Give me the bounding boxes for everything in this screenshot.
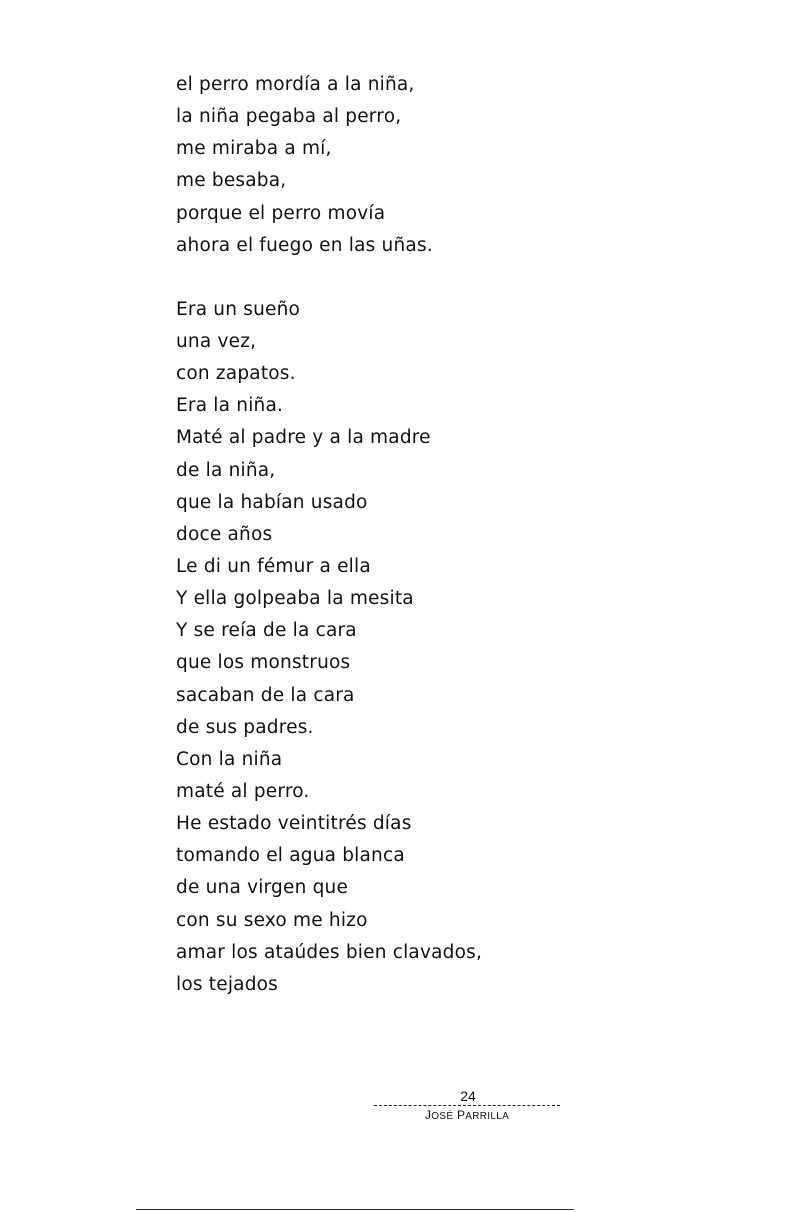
poem-line: Con la niña — [176, 748, 283, 770]
poem-line: me miraba a mí, — [176, 138, 332, 160]
poem-line: maté al perro. — [176, 780, 310, 802]
page-footer — [374, 1088, 560, 1124]
poem-line: me besaba, — [176, 170, 287, 192]
poem-line: de una virgen que — [176, 877, 349, 899]
poem-line: tomando el agua blanca — [176, 845, 405, 867]
poem-line: Maté al padre y a la madre — [176, 427, 431, 449]
poem-line: doce años — [176, 523, 273, 545]
poem-line: con su sexo me hizo — [176, 909, 368, 931]
poem-line: de la niña, — [176, 459, 276, 481]
poem-line: Era la niña. — [176, 395, 284, 417]
poem-line: Y ella golpeaba la mesita — [176, 588, 414, 610]
footer-dashed-rule — [374, 1105, 560, 1106]
author-first-initial: J — [424, 1108, 432, 1122]
poem-line: Y se reía de la cara — [176, 620, 357, 642]
poem-line: con zapatos. — [176, 363, 296, 385]
author-last-rest: ARRILLA — [465, 1111, 510, 1122]
poem-line: sacaban de la cara — [176, 684, 355, 706]
author-last-initial: P — [456, 1108, 466, 1122]
poem-line: una vez, — [176, 330, 257, 352]
author-first-rest: OSÉ — [431, 1111, 454, 1122]
stanza-2 — [176, 294, 736, 1001]
author-name — [374, 1108, 560, 1124]
poem-line: que los monstruos — [176, 652, 351, 674]
poem-line: Era un sueño — [176, 298, 301, 320]
poem-line: ahora el fuego en las uñas. — [176, 234, 433, 256]
page-number: 24 — [460, 1088, 476, 1104]
poem-line: de sus padres. — [176, 716, 314, 738]
poem — [176, 69, 736, 1001]
poem-line: Le di un fémur a ella — [176, 555, 371, 577]
poem-line: amar los ataúdes bien clavados, — [176, 941, 483, 963]
bottom-rule — [136, 1209, 574, 1210]
poem-line: la niña pegaba al perro, — [176, 106, 402, 128]
poem-line: el perro mordía a la niña, — [176, 74, 415, 95]
poem-line: los tejados — [176, 973, 278, 995]
poem-line: que la habían usado — [176, 491, 368, 513]
stanza-1 — [176, 69, 736, 262]
poem-line: porque el perro movía — [176, 202, 386, 224]
poem-line: He estado veintitrés días — [176, 813, 412, 835]
